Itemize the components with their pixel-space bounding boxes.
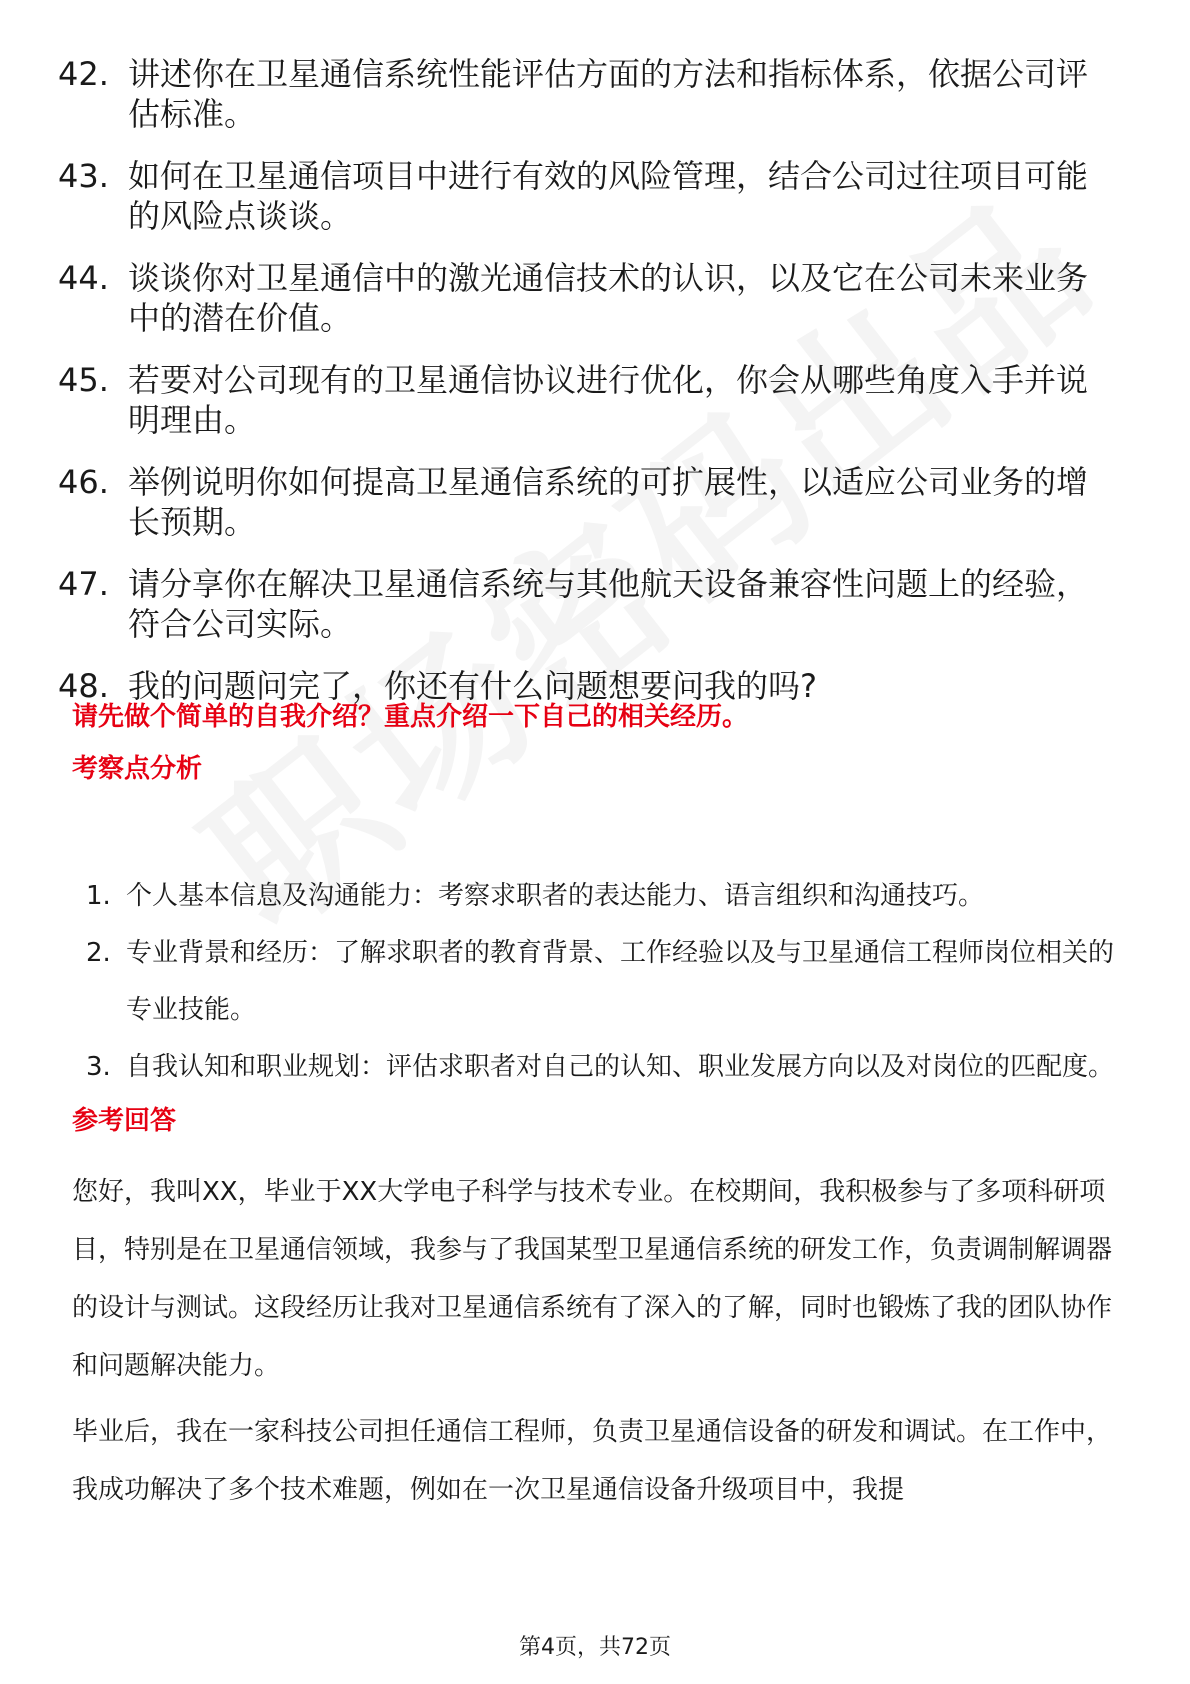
- question-list: [58, 54, 1118, 728]
- list-item: [86, 1039, 1126, 1096]
- answer-heading: 参考回答: [72, 1106, 177, 1136]
- analysis-number: 1.: [86, 881, 111, 911]
- question-text: 如何在卫星通信项目中进行有效的风险管理，结合公司过往项目可能的风险点谈谈。: [128, 157, 1089, 235]
- list-item: [86, 925, 1126, 1039]
- list-item: [86, 868, 1126, 925]
- list-item: [58, 54, 1118, 134]
- question-text: 请分享你在解决卫星通信系统与其他航天设备兼容性问题上的经验，符合公司实际。: [128, 565, 1089, 643]
- analysis-heading: 考察点分析: [72, 754, 203, 784]
- page-footer: 第4页，共72页: [519, 1635, 671, 1660]
- question-text: 讲述你在卫星通信系统性能评估方面的方法和指标体系，依据公司评估标准。: [128, 55, 1089, 133]
- list-item: [58, 564, 1118, 644]
- answer-paragraph: 您好，我叫XX，毕业于XX大学电子科学与技术专业。在校期间，我积极参与了多项科研项目，特别是在卫星通信领域，我参与了我国某型卫星通信系统的研发工作，负责调制解调器的设计与测试。这段经历让我对卫星通信系统有了深入的了解，同时也锻炼了我的团队协作和问题解决能力。: [72, 1177, 1113, 1381]
- analysis-text: 专业背景和经历：了解求职者的教育背景、工作经验以及与卫星通信工程师岗位相关的专业技能。: [126, 938, 1115, 1025]
- question-number: 47.: [58, 565, 109, 603]
- analysis-number: 2.: [86, 938, 111, 968]
- question-number: 48.: [58, 667, 109, 705]
- question-number: 44.: [58, 259, 109, 297]
- question-text: 举例说明你如何提高卫星通信系统的可扩展性，以适应公司业务的增长预期。: [128, 463, 1089, 541]
- question-number: 42.: [58, 55, 109, 93]
- analysis-list: [86, 868, 1126, 1096]
- analysis-text: 个人基本信息及沟通能力：考察求职者的表达能力、语言组织和沟通技巧。: [126, 881, 985, 911]
- list-item: [58, 156, 1118, 236]
- question-text: 我的问题问完了，你还有什么问题想要问我的吗?: [128, 667, 817, 705]
- question-text: 若要对公司现有的卫星通信协议进行优化，你会从哪些角度入手并说明理由。: [128, 361, 1089, 439]
- analysis-text: 自我认知和职业规划：评估求职者对自己的认知、职业发展方向以及对岗位的匹配度。: [126, 1052, 1115, 1082]
- question-number: 43.: [58, 157, 109, 195]
- list-item: [58, 462, 1118, 542]
- answer-paragraph: 毕业后，我在一家科技公司担任通信工程师，负责卫星通信设备的研发和调试。在工作中，我成功解决了多个技术难题，例如在一次卫星通信设备升级项目中，我提: [72, 1417, 1113, 1505]
- question-text: 谈谈你对卫星通信中的激光通信技术的认识，以及它在公司未来业务中的潜在价值。: [128, 259, 1089, 337]
- question-number: 45.: [58, 361, 109, 399]
- analysis-number: 3.: [86, 1052, 111, 1082]
- question-heading: 请先做个简单的自我介绍？重点介绍一下自己的相关经历。: [72, 702, 749, 732]
- list-item: [58, 258, 1118, 338]
- list-item: [58, 360, 1118, 440]
- question-number: 46.: [58, 463, 109, 501]
